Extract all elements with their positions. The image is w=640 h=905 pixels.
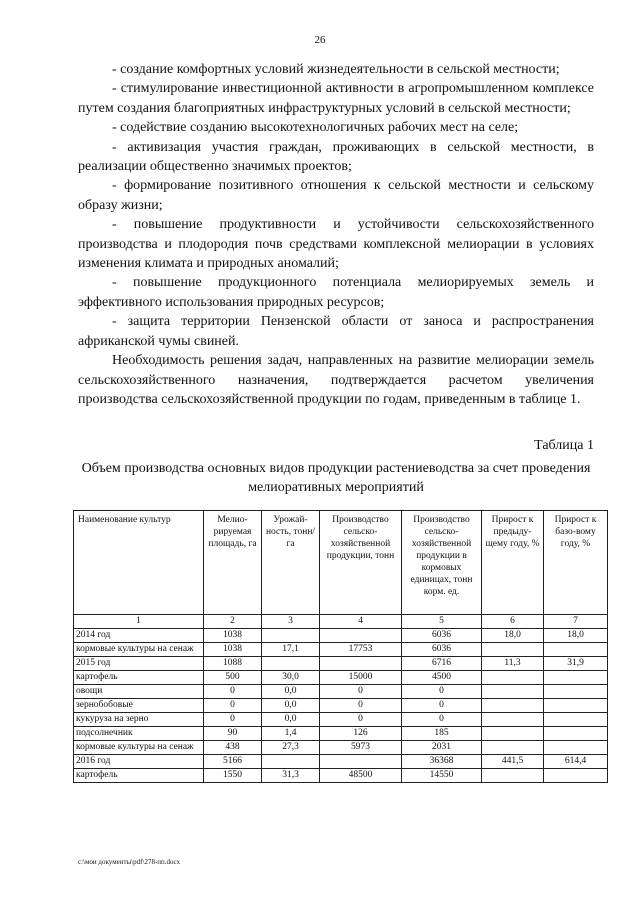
- table-row: [74, 741, 608, 755]
- table-cell: 1,4: [262, 727, 320, 741]
- table-cell: 614,4: [544, 755, 608, 769]
- table-row: [74, 685, 608, 699]
- table-cell: 0: [402, 699, 482, 713]
- table-cell: 30,0: [262, 671, 320, 685]
- table-cell: 0: [204, 685, 262, 699]
- column-number: 3: [262, 615, 320, 629]
- table-cell: [544, 727, 608, 741]
- table-cell: 5166: [204, 755, 262, 769]
- table-cell: 0,0: [262, 685, 320, 699]
- crop-name-cell: картофель: [74, 671, 204, 685]
- table-row: [74, 629, 608, 643]
- table-body: [74, 629, 608, 783]
- table-cell: [482, 713, 544, 727]
- table-cell: 0: [402, 713, 482, 727]
- crop-name-cell: 2015 год: [74, 657, 204, 671]
- table-row: [74, 643, 608, 657]
- table-cell: 0: [320, 685, 402, 699]
- table-cell: [482, 741, 544, 755]
- table-cell: 0: [402, 685, 482, 699]
- table-cell: 18,0: [544, 629, 608, 643]
- paragraph: - повышение продукционного потенциала мелиорируемых земель и эффективного использования природных ресурсов;: [78, 275, 594, 310]
- table-row: [74, 769, 608, 783]
- crop-name-cell: зернобобовые: [74, 699, 204, 713]
- table-cell: [262, 755, 320, 769]
- table-cell: 0,0: [262, 699, 320, 713]
- table-row: [74, 713, 608, 727]
- table-cell: 4500: [402, 671, 482, 685]
- table-cell: 6036: [402, 629, 482, 643]
- column-number: 1: [74, 615, 204, 629]
- table-cell: [544, 643, 608, 657]
- column-number: 2: [204, 615, 262, 629]
- table-cell: 2031: [402, 741, 482, 755]
- table-row: [74, 727, 608, 741]
- paragraph: - стимулирование инвестиционной активности в агропромышленном комплексе путем создания благоприятных инфраструктурных условий в сельской местности;: [78, 81, 594, 116]
- column-header: Прирост к базо-вому году, %: [544, 511, 608, 615]
- table-cell: 15000: [320, 671, 402, 685]
- page-number: 26: [314, 34, 326, 46]
- table-cell: 6036: [402, 643, 482, 657]
- table-cell: 6716: [402, 657, 482, 671]
- crop-name-cell: подсолнечник: [74, 727, 204, 741]
- table-cell: 1550: [204, 769, 262, 783]
- table-cell: [544, 685, 608, 699]
- table-cell: [544, 671, 608, 685]
- column-number-row: [74, 615, 608, 629]
- column-header: Производство сельско-хозяйственной продукции в кормовых единицах, тонн корм. ед.: [402, 511, 482, 615]
- table-cell: [482, 671, 544, 685]
- table-cell: 0: [320, 699, 402, 713]
- crop-name-cell: кормовые культуры на сенаж: [74, 741, 204, 755]
- crop-name-cell: кукуруза на зерно: [74, 713, 204, 727]
- table-cell: 14550: [402, 769, 482, 783]
- paragraph: - активизация участия граждан, проживающих в сельской местности, в реализации общественно значимых проектов;: [78, 139, 594, 175]
- table-cell: 1038: [204, 643, 262, 657]
- column-number: 6: [482, 615, 544, 629]
- table-cell: 17753: [320, 643, 402, 657]
- table-cell: 17,1: [262, 643, 320, 657]
- crop-name-cell: кормовые культуры на сенаж: [74, 643, 204, 657]
- paragraph: - повышение продуктивности и устойчивости сельскохозяйственного производства и плодородия почв средствами комплексной мелиорации в условиях изменения климата и природных аномалий;: [78, 217, 594, 272]
- column-header: Урожай-ность, тонн/га: [262, 511, 320, 615]
- table-cell: [262, 629, 320, 643]
- production-table: [73, 510, 608, 783]
- column-number: 4: [320, 615, 402, 629]
- column-header: Прирост к предыду-щему году, %: [482, 511, 544, 615]
- table-cell: [544, 741, 608, 755]
- table-cell: 0: [204, 699, 262, 713]
- table-cell: [482, 727, 544, 741]
- crop-name-cell: овощи: [74, 685, 204, 699]
- crop-name-cell: 2014 год: [74, 629, 204, 643]
- table-cell: 438: [204, 741, 262, 755]
- paragraph: - защита территории Пензенской области от заноса и распространения африканской чумы свиней.: [78, 314, 594, 349]
- paragraph: - создание комфортных условий жизнедеятельности в сельской местности;: [112, 62, 560, 77]
- table-cell: 0: [204, 713, 262, 727]
- table-cell: [482, 699, 544, 713]
- column-number: 7: [544, 615, 608, 629]
- paragraph: - содействие созданию высокотехнологичных рабочих мест на селе;: [112, 120, 519, 136]
- crop-name-cell: 2016 год: [74, 755, 204, 769]
- table-row: [74, 671, 608, 685]
- column-header: Производство сельско-хозяйственной продукции, тонн: [320, 511, 402, 615]
- table-title: Объем производства основных видов продукции растениеводства за счет проведения мелиоративных мероприятий: [81, 461, 591, 495]
- table-cell: 11,3: [482, 657, 544, 671]
- table-row: [74, 699, 608, 713]
- table-cell: 1088: [204, 657, 262, 671]
- table-cell: 1038: [204, 629, 262, 643]
- table-cell: 0,0: [262, 713, 320, 727]
- table-label: Таблица 1: [534, 438, 594, 453]
- paragraph: - формирование позитивного отношения к сельской местности и сельскому образу жизни;: [78, 178, 594, 213]
- table-cell: 36368: [402, 755, 482, 769]
- table-cell: 500: [204, 671, 262, 685]
- paragraph: Необходимость решения задач, направленных на развитие мелиорации земель сельскохозяйственного назначения, подтверждается расчетом увеличения производства сельскохозяйственной продукции по годам, приведенным в таблице 1.: [78, 353, 594, 407]
- table-cell: 5973: [320, 741, 402, 755]
- table-cell: [544, 699, 608, 713]
- table-cell: 185: [402, 727, 482, 741]
- table-cell: 441,5: [482, 755, 544, 769]
- table-cell: [320, 629, 402, 643]
- footer-file-path: c:\мои документы\pdf\278-пп.docx: [78, 858, 181, 866]
- table-cell: 0: [320, 713, 402, 727]
- table-cell: 48500: [320, 769, 402, 783]
- table-cell: [320, 755, 402, 769]
- crop-name-cell: картофель: [74, 769, 204, 783]
- table-cell: 31,9: [544, 657, 608, 671]
- table-cell: [320, 657, 402, 671]
- table-cell: 18,0: [482, 629, 544, 643]
- table-header-row: [74, 511, 608, 615]
- table-cell: [544, 769, 608, 783]
- table-cell: [262, 657, 320, 671]
- table-cell: 126: [320, 727, 402, 741]
- column-number: 5: [402, 615, 482, 629]
- body-text: [78, 60, 594, 409]
- table-cell: [482, 643, 544, 657]
- table-cell: 31,3: [262, 769, 320, 783]
- table-cell: [544, 713, 608, 727]
- table-row: [74, 755, 608, 769]
- column-header: Наименование культур: [74, 511, 204, 615]
- table-cell: 27,3: [262, 741, 320, 755]
- table-row: [74, 657, 608, 671]
- table-cell: [482, 769, 544, 783]
- column-header: Мелио-рируемая площадь, га: [204, 511, 262, 615]
- table-cell: [482, 685, 544, 699]
- table-cell: 90: [204, 727, 262, 741]
